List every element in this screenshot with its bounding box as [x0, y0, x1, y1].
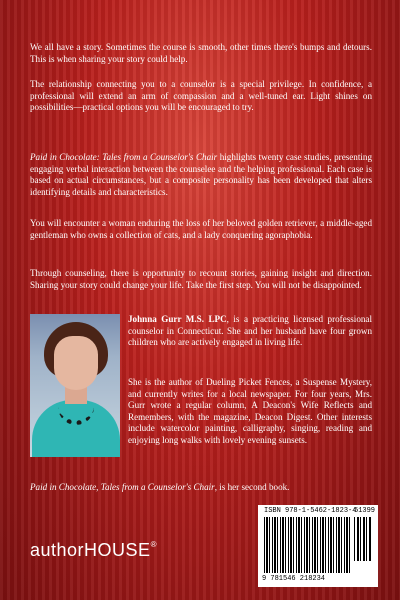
- closing-line: [30, 482, 372, 494]
- book-title: Paid in Chocolate: Tales from a Counselor's Chair: [30, 152, 218, 162]
- price-addon: 51399: [354, 507, 376, 515]
- intro-paragraph-4: You will encounter a woman enduring the loss of her beloved golden retriever, a middle-aged gentleman who owns a collection of cats, and a lady conquering agoraphobia.: [30, 218, 372, 240]
- closing-title: Paid in Chocolate, Tales from a Counselor's Chair: [30, 482, 215, 492]
- author-bio-1: [128, 314, 372, 349]
- closing-text: , is her second book.: [214, 482, 290, 492]
- barcode-bars: [264, 517, 350, 573]
- registered-mark: ®: [150, 540, 157, 549]
- author-photo: [30, 314, 120, 457]
- barcode-digits: 9 781546 218234: [262, 575, 326, 583]
- intro-paragraph-1: We all have a story. Sometimes the course is smooth, other times there's bumps and detours. This is when sharing your story could help.: [30, 42, 372, 64]
- author-bio-1-text: , is a practicing licensed professional counselor in Connecticut. She and her husband have four grown children who are actively engaged in living life.: [128, 314, 372, 348]
- intro-paragraph-3: [30, 152, 372, 198]
- isbn-barcode: [258, 505, 378, 587]
- intro-paragraph-5: Through counseling, there is opportunity to recount stories, gaining insight and direction. Sharing your story could change your life. Take the first step. You will not be disappointed.: [30, 268, 372, 290]
- publisher-logo: [30, 540, 157, 561]
- intro-paragraph-2: The relationship connecting you to a counselor is a special privilege. In confidence, a professional will extend an arm of compassion and a well-tuned ear. Light shines on possibilities—practical options you will be encouraged to try.: [30, 79, 372, 113]
- barcode-addon-bars: [354, 517, 372, 561]
- publisher-name: authorHOUSE: [30, 540, 151, 560]
- author-name: Johnna Gurr M.S. LPC: [128, 314, 227, 324]
- isbn-number: ISBN 978-1-5462-1823-4: [264, 507, 357, 515]
- intro-paragraph-3-text: highlights twenty case studies, presenting engaging verbal interaction between the counselee and the helping professional. Each case is based on actual circumstances, but a composite personality has been developed that alters identifying details and characteristics.: [30, 152, 372, 197]
- author-bio-2: She is the author of Dueling Picket Fences, a Suspense Mystery, and currently writes for a local newspaper. For four years, Mrs. Gurr wrote a regular column, A Deacon's Wife Reflects and Remembers, with the magazine, Deacon Digest. Other interests include watercolor painting, calligraphy, singing, reading and enjoying long walks with lovely evening sunsets.: [128, 377, 372, 445]
